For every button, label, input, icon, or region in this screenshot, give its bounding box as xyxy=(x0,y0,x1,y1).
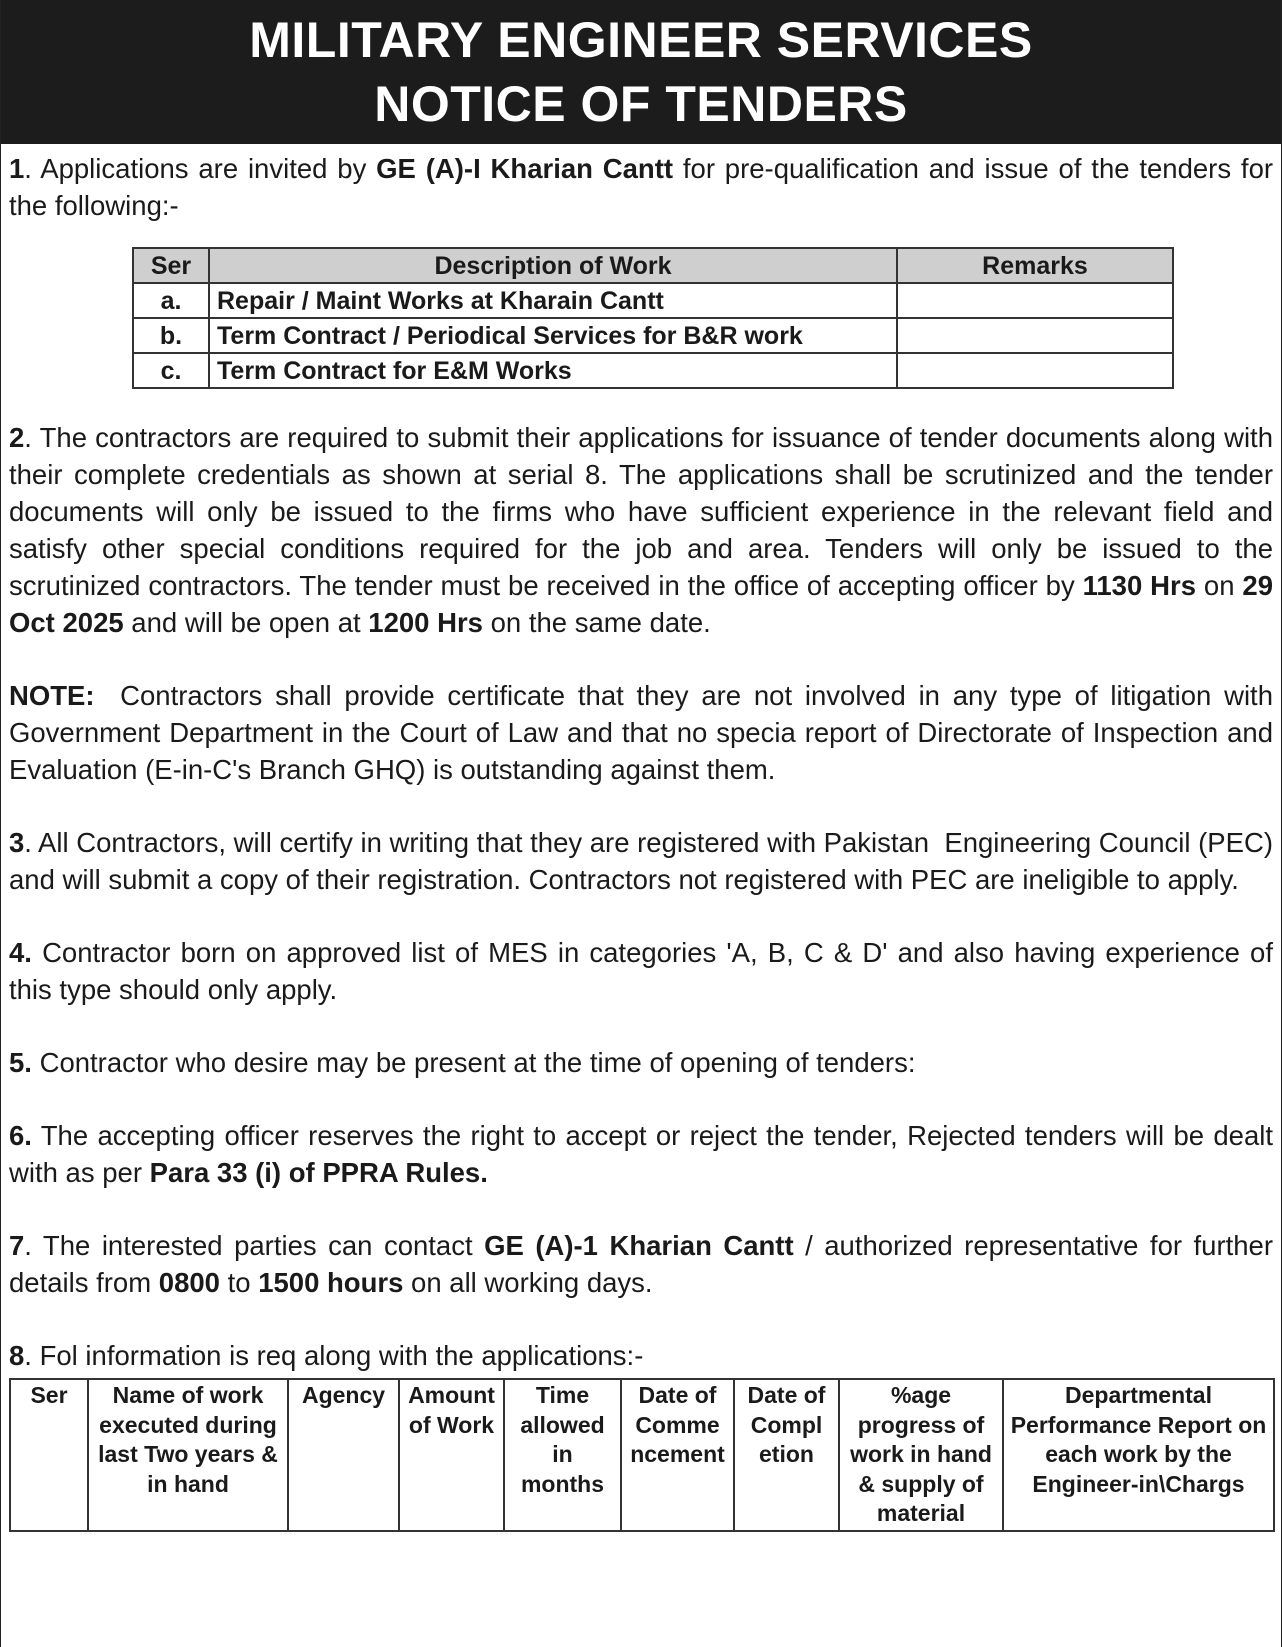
header-ser: Ser xyxy=(133,248,209,283)
row-ser: a. xyxy=(133,283,209,318)
col-date-completion: Date of Compl etion xyxy=(734,1379,839,1531)
col-amount: Amount of Work xyxy=(399,1379,504,1531)
notice-header xyxy=(1,0,1281,144)
table-row xyxy=(133,283,1173,318)
note-paragraph: NOTE: Contractors shall provide certificate that they are not involved in any type of litigation with Government Department in the Court of Law and that no specia report of Directorate of Inspection and Evaluation (E-in-C's Branch GHQ) is outstanding against them. xyxy=(9,680,1281,785)
header-remarks: Remarks xyxy=(897,248,1173,283)
row-remarks xyxy=(897,283,1173,318)
works-table xyxy=(132,247,1174,389)
table-row xyxy=(133,353,1173,388)
col-progress: %age progress of work in hand & supply of material xyxy=(839,1379,1003,1531)
row-remarks xyxy=(897,353,1173,388)
paragraph-4: 4. Contractor born on approved list of MES in categories 'A, B, C & D' and also having experience of this type should only apply. xyxy=(9,937,1273,1005)
row-ser: c. xyxy=(133,353,209,388)
col-time-allowed: Time allowed in months xyxy=(504,1379,621,1531)
paragraph-6: 6. The accepting officer reserves the right to accept or reject the tender, Rejected tenders will be dealt with as per Para 33 (i) of PPRA Rules. xyxy=(9,1120,1273,1188)
row-description: Repair / Maint Works at Kharain Cantt xyxy=(209,283,897,318)
table-row xyxy=(133,318,1173,353)
row-description: Term Contract / Periodical Services for B&R work xyxy=(209,318,897,353)
header-subtitle: NOTICE OF TENDERS xyxy=(374,76,908,132)
paragraph-1: 1. Applications are invited by GE (A)-I Kharian Cantt for pre-qualification and issue of the tenders for the following:- xyxy=(9,153,1274,221)
paragraph-2: 2. The contractors are required to submit their applications for issuance of tender documents along with their complete credentials as shown at serial 8. The applications shall be scrutinized and the tender documents will only be issued to the firms who have sufficient experience in the relevant field and satisfy other special conditions required for the job and area. Tenders will only be issued to the scrutinized contractors. The tender must be received in the office of accepting officer by 1130 Hrs on 29 Oct 2025 and will be open at 1200 Hrs on the same date. xyxy=(9,422,1273,638)
row-description: Term Contract for E&M Works xyxy=(209,353,897,388)
header-description: Description of Work xyxy=(209,248,897,283)
col-agency: Agency xyxy=(288,1379,399,1531)
header-title: MILITARY ENGINEER SERVICES xyxy=(249,12,1033,68)
row-ser: b. xyxy=(133,318,209,353)
paragraph-7: 7. The interested parties can contact GE (A)-1 Kharian Cantt / authorized representative for further details from 0800 to 1500 hours on all working days. xyxy=(9,1230,1274,1298)
col-performance-report: Departmental Performance Report on each work by the Engineer-in\Chargs xyxy=(1003,1379,1274,1531)
paragraph-8: 8. Fol information is req along with the applications:- xyxy=(9,1340,644,1371)
col-ser: Ser xyxy=(10,1379,88,1531)
notice-body xyxy=(1,150,1281,1532)
info-table-header xyxy=(10,1379,1274,1531)
info-table xyxy=(9,1378,1275,1532)
col-name-of-work: Name of work executed during last Two years & in hand xyxy=(88,1379,288,1531)
paragraph-5: 5. Contractor who desire may be present at the time of opening of tenders: xyxy=(9,1047,916,1078)
paragraph-3: 3. All Contractors, will certify in writing that they are registered with Pakistan Engineering Council (PEC) and will submit a copy of their registration. Contractors not registered with PEC are ineligible to apply. xyxy=(9,827,1281,895)
col-date-commencement: Date of Comme ncement xyxy=(621,1379,734,1531)
row-remarks xyxy=(897,318,1173,353)
works-table-header xyxy=(133,248,1173,283)
